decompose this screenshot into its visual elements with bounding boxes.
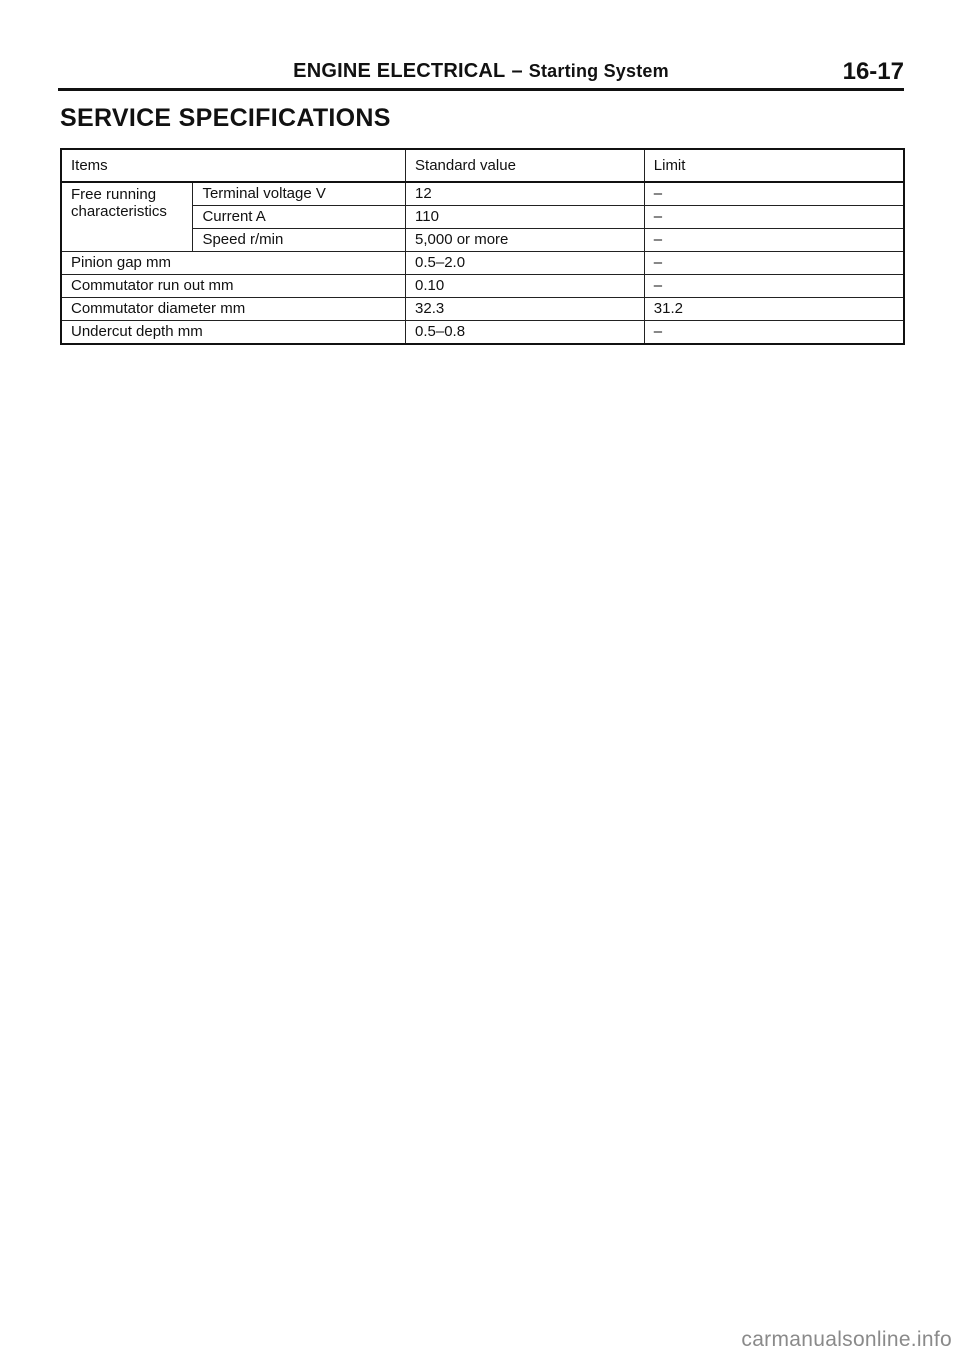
- table-cell-standard: 0.5–2.0: [406, 252, 645, 275]
- table-cell-limit: –: [644, 252, 904, 275]
- table-header-row: [61, 149, 904, 182]
- column-header-limit: Limit: [644, 149, 904, 182]
- table-cell-item: Speed r/min: [193, 229, 406, 252]
- table-cell-standard: 12: [406, 182, 645, 206]
- table-cell-standard: 5,000 or more: [406, 229, 645, 252]
- column-header-items: Items: [61, 149, 406, 182]
- table-cell-item: Current A: [193, 206, 406, 229]
- table-cell-item: Terminal voltage V: [193, 182, 406, 206]
- table-row: [61, 252, 904, 275]
- table-cell-standard: 32.3: [406, 298, 645, 321]
- table-row: [61, 298, 904, 321]
- page-header: [58, 58, 904, 91]
- table-cell-item: Undercut depth mm: [61, 321, 406, 345]
- table-row: [61, 182, 904, 206]
- page-number: 16-17: [842, 58, 904, 85]
- table-cell-limit: –: [644, 275, 904, 298]
- table-cell-standard: 110: [406, 206, 645, 229]
- group-label-free-running: Free running characteristics: [61, 182, 193, 252]
- header-section-name: ENGINE ELECTRICAL: [293, 60, 506, 82]
- table-cell-limit: –: [644, 321, 904, 345]
- table-cell-item: Commutator run out mm: [61, 275, 406, 298]
- column-header-standard-value: Standard value: [406, 149, 645, 182]
- table-cell-item: Pinion gap mm: [61, 252, 406, 275]
- service-specifications-table: [60, 148, 905, 345]
- table-row: [61, 321, 904, 345]
- table-cell-standard: 0.10: [406, 275, 645, 298]
- table-cell-standard: 0.5–0.8: [406, 321, 645, 345]
- table-cell-limit: –: [644, 182, 904, 206]
- header-section-title: [58, 60, 904, 83]
- table-cell-item: Commutator diameter mm: [61, 298, 406, 321]
- table-cell-limit: 31.2: [644, 298, 904, 321]
- header-subsection-name: Starting System: [528, 61, 669, 81]
- table-row: [61, 275, 904, 298]
- table-cell-limit: –: [644, 206, 904, 229]
- header-separator: –: [511, 60, 523, 82]
- footer-watermark: carmanualsonline.info: [741, 1328, 952, 1351]
- page-title: SERVICE SPECIFICATIONS: [60, 104, 391, 132]
- table-cell-limit: –: [644, 229, 904, 252]
